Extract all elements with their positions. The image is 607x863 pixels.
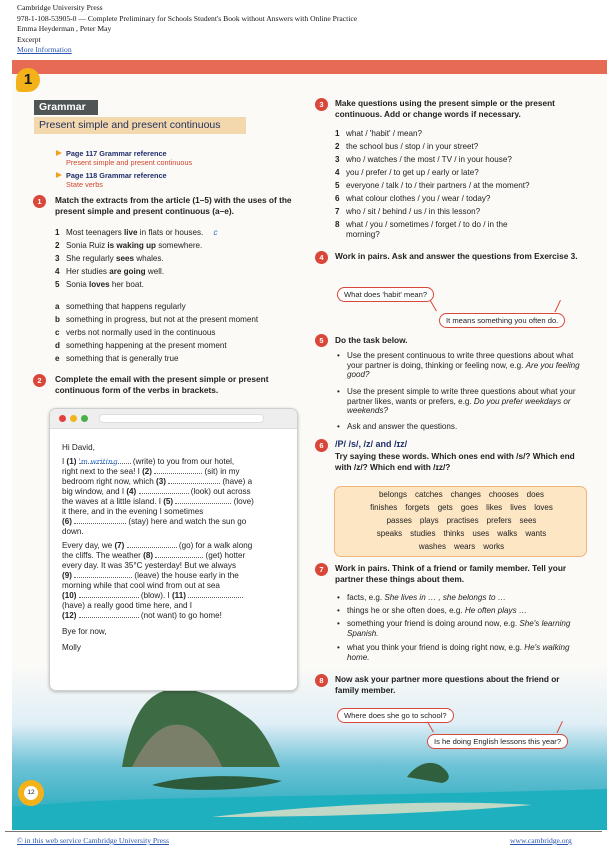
email-line: it there, and in the evening I sometimes <box>62 507 204 516</box>
email-name: Molly <box>62 643 81 652</box>
arrow-icon <box>56 172 62 178</box>
ex3-item: 7 who / sit / behind / us / in this lesson? <box>335 207 481 216</box>
speech-bubble-question: What does 'habit' mean? <box>337 287 434 302</box>
exercise-7-number: 7 <box>315 563 328 576</box>
ex1-item: 3 She regularly sees whales. <box>55 254 164 263</box>
handwritten-answer: 'm writing <box>78 457 118 466</box>
ex1-item: 4 Her studies are going well. <box>55 267 165 276</box>
word-row: passes plays practises prefers sees <box>386 516 537 525</box>
maximize-dot-icon <box>81 415 88 422</box>
exercise-2-number: 2 <box>33 374 46 387</box>
email-line: every day. It was 35°C yesterday! But we always <box>62 561 237 570</box>
close-dot-icon <box>59 415 66 422</box>
exercise-3-number: 3 <box>315 98 328 111</box>
ex1-use: d something happening at the present moment <box>55 341 227 350</box>
grammar-tab: Grammar <box>34 100 98 115</box>
exercise-2-instruction: Complete the email with the present simple or present continuous form of the verbs in brackets. <box>55 374 269 396</box>
email-line: (6) (stay) here and watch the sun go <box>62 517 247 526</box>
authors: Emma Heyderman , Peter May <box>17 24 112 34</box>
ex5-bullet: • Use the present continuous to write three questions about what your partner is doing, thinking or feeling now, e.g. Are you feeling good? <box>335 351 583 380</box>
ex3-item: 6 what colour clothes / you / wear / today? <box>335 194 491 203</box>
email-line: the cliffs. The weather (8) (get) hotter <box>62 551 246 560</box>
grammar-reference-2[interactable]: Page 118 Grammar reference State verbs <box>66 171 167 189</box>
ex1-use: c verbs not normally used in the continuous <box>55 328 216 337</box>
ex3-item: 5 everyone / talk / to / their partners / at the moment? <box>335 181 530 190</box>
ex5-bullet: • Use the present simple to write three questions about what your partner likes, wants or prefers, e.g. Do you prefer weekdays or weekends? <box>335 387 583 416</box>
email-line: Every day, we (7) (go) for a walk along <box>62 541 253 550</box>
textbook-page <box>12 60 607 830</box>
unit-number-badge: 1 <box>16 68 40 92</box>
ex1-use: e something that is generally true <box>55 354 179 363</box>
copyright-link[interactable]: © in this web service Cambridge University Press <box>17 836 169 845</box>
unit-banner <box>12 60 607 74</box>
ex7-bullet: • facts, e.g. She lives in … , she belongs to … <box>335 593 585 603</box>
word-row: speaks studies thinks uses walks wants <box>376 529 547 538</box>
email-line: I (1) 'm writing (write) to you from our hotel, <box>62 457 235 466</box>
exercise-4-instruction: Work in pairs. Ask and answer the questions from Exercise 3. <box>335 251 578 261</box>
exercise-6-number: 6 <box>315 439 328 452</box>
ex1-item: 1 Most teenagers live in flats or houses. c <box>55 228 218 237</box>
exercise-1-instruction: Match the extracts from the article (1–5) with the uses of the present simple and present continuous (a–e). <box>55 195 292 217</box>
ex3-item: 8 what / you / sometimes / forget / to do / in the morning? <box>335 220 508 239</box>
speech-bubble-answer: It means something you often do. <box>439 313 565 328</box>
exercise-4-number: 4 <box>315 251 328 264</box>
email-line: (10) (blow). I (11) <box>62 591 243 601</box>
exercise-6-instruction: Try saying these words. Which ones end with /s/? Which end with /z/? Which end with /ɪz/? <box>335 451 575 473</box>
email-signoff: Bye for now, <box>62 627 107 636</box>
ex1-use: b something in progress, but not at the present moment <box>55 315 259 324</box>
exercise-5-number: 5 <box>315 334 328 347</box>
minimize-dot-icon <box>70 415 77 422</box>
grammar-subtitle: Present simple and present continuous <box>34 117 246 134</box>
word-box <box>334 486 587 557</box>
bubble-tail <box>430 301 437 312</box>
website-link[interactable]: www.cambridge.org <box>510 836 572 845</box>
handwritten-answer: c <box>213 228 218 237</box>
ex3-item: 4 you / prefer / to get up / early or late? <box>335 168 479 177</box>
page-number: 12 <box>24 786 38 800</box>
speech-bubble-answer: Is he doing English lessons this year? <box>427 734 568 749</box>
email-line: (12) (not want) to go home! <box>62 611 222 620</box>
ex7-bullet: • what you think your friend is doing right now, e.g. He's walking home. <box>335 643 585 662</box>
email-line: (9) (leave) the house early in the <box>62 571 239 580</box>
exercise-8-number: 8 <box>315 674 328 687</box>
ex3-item: 2 the school bus / stop / in your street? <box>335 142 479 151</box>
document-header <box>17 3 357 56</box>
email-line: big window, and I (4) (look) out across <box>62 487 251 496</box>
email-line: right next to the sea! I (2) (sit) in my <box>62 467 240 476</box>
ex3-item: 1 what / 'habit' / mean? <box>335 129 422 138</box>
ex7-bullet: • things he or she often does, e.g. He often plays … <box>335 606 585 616</box>
arrow-icon <box>56 150 62 156</box>
isbn-line: 978-1-108-53905-0 — Complete Preliminary for Schools Student's Book without Answers with Online Practice <box>17 13 358 23</box>
email-greeting: Hi David, <box>62 443 95 452</box>
word-row: finishes forgets gets goes likes lives loves <box>370 503 553 512</box>
bubble-tail <box>555 300 561 312</box>
exercise-6-sounds: /P/ /s/, /z/ and /ɪz/ <box>335 439 408 449</box>
email-window <box>49 408 298 691</box>
address-field <box>99 414 264 423</box>
email-line: bedroom right now, which (3) (have) a <box>62 477 253 486</box>
exercise-5-instruction: Do the task below. <box>335 335 408 345</box>
grammar-reference-1[interactable]: Page 117 Grammar reference Present simple and present continuous <box>66 149 192 167</box>
ex5-bullet: • Ask and answer the questions. <box>335 422 583 432</box>
word-row: belongs catches changes chooses does <box>378 490 544 499</box>
word-row: washes wears works <box>418 542 505 551</box>
email-title-bar <box>50 409 298 429</box>
ex7-bullet: • something your friend is doing around now, e.g. She's learning Spanish. <box>335 619 585 638</box>
exercise-8-instruction: Now ask your partner more questions about the friend or family member. <box>335 674 560 696</box>
footer-divider <box>5 831 602 832</box>
exercise-7-instruction: Work in pairs. Think of a friend or family member. Tell your partner these things about them. <box>335 563 567 585</box>
publisher: Cambridge University Press <box>17 3 103 12</box>
ex3-item: 3 who / watches / the most / TV / in your house? <box>335 155 512 164</box>
doc-type: Excerpt <box>17 34 41 44</box>
ex1-use: a something that happens regularly <box>55 302 186 311</box>
email-line: down. <box>62 527 84 536</box>
page-number-badge <box>18 780 44 808</box>
speech-bubble-question: Where does she go to school? <box>337 708 454 723</box>
more-information-link[interactable]: More Information <box>17 45 72 55</box>
exercise-1-number: 1 <box>33 195 46 208</box>
ex1-item: 2 Sonia Ruiz is waking up somewhere. <box>55 241 203 250</box>
email-line: the waves at a little island. I (5) (love) <box>62 497 254 506</box>
ex1-item: 5 Sonia loves her boat. <box>55 280 144 289</box>
email-line: morning while that cool wind from out at sea <box>62 581 220 590</box>
exercise-3-instruction: Make questions using the present simple or the present continuous. Add or change words if necessary. <box>335 98 555 120</box>
email-line: (have) a really good time here, and I <box>62 601 193 610</box>
